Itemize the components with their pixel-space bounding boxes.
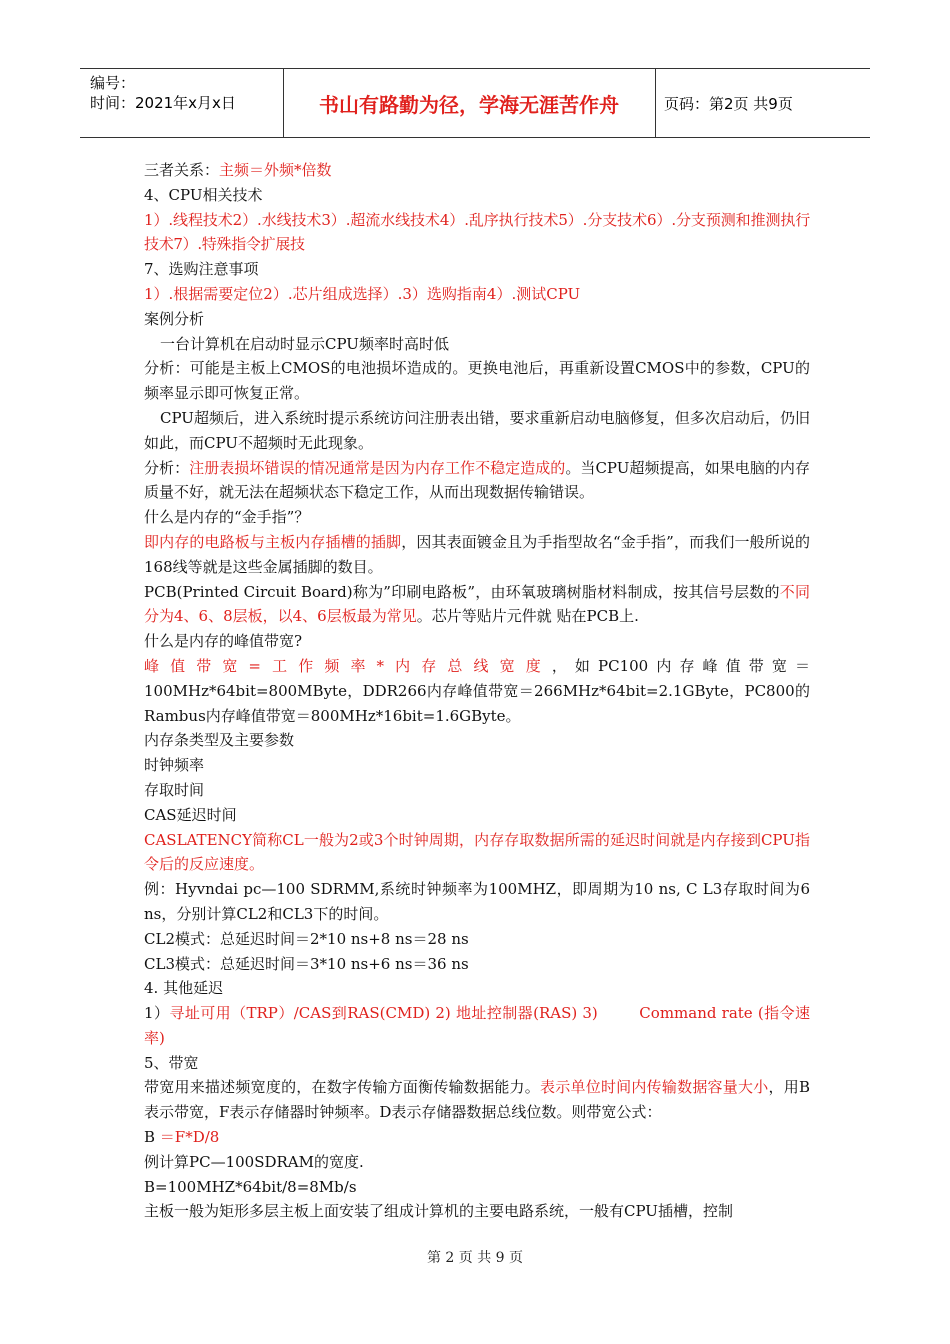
- heading: 7、选购注意事项: [144, 260, 259, 279]
- highlight-paragraph: CASLATENCY简称CL一般为2或3个时钟周期，内存存取数据所需的延迟时间就是内存接到CPU指令后的反应速度。: [144, 830, 810, 874]
- heading: 案例分析: [144, 309, 205, 328]
- header-meta: [90, 73, 280, 113]
- highlight-text: 不同分为4、6、8层板，以4、6层板最为常见: [144, 582, 810, 626]
- paragraph: [144, 1001, 810, 1051]
- list-item: 时钟频率: [144, 756, 205, 775]
- header-page-number: 页码：第2页 共9页: [664, 94, 793, 113]
- paragraph: [144, 456, 810, 506]
- header-number: 编号：: [90, 74, 136, 92]
- paragraph: 例：Hyvndai pc—100 SDRMM,系统时钟频率为100MHZ，即周期为10 ns, C L3存取时间为6 ns，分别计算CL2和CL3下的时间。: [144, 880, 810, 923]
- highlight-text: 寻址可用（TRP）/CAS到RAS(CMD) 2) 地址控制器(RAS) 3) Command rate (指令速率): [144, 1004, 810, 1047]
- text: 1）: [144, 1004, 170, 1023]
- heading: 4、CPU相关技术: [144, 185, 263, 204]
- paragraph: 例计算PC—100SDRAM的宽度.: [144, 1152, 364, 1171]
- highlight-paragraph: 1）.线程技术2）.水线技术3）.超流水线技术4）.乱序执行技术5）.分支技术6）.分支预测和推测执行技术7）.特殊指令扩展技: [144, 210, 810, 254]
- text: ，如PC100内存峰值带宽＝100MHz*64bit=800MByte，DDR266内存峰值带宽＝266MHz*64bit=2.1GByte，PC800的Rambus内存峰值带宽＝800MHz*16bit=1.6GByte。: [144, 656, 810, 725]
- text: 带宽用来描述频宽度的，在数字传输方面衡传输数据能力。: [144, 1078, 541, 1097]
- paragraph: 主板一般为矩形多层主板上面安装了组成计算机的主要电路系统，一般有CPU插槽，控制: [144, 1202, 733, 1221]
- paragraph: [144, 158, 810, 183]
- text: ，因其表面镀金且为手指型故名“金手指”，而我们一般所说的168线等就是这些金属插脚的数目。: [144, 532, 810, 576]
- text: 三者关系：: [144, 161, 220, 179]
- paragraph: [144, 654, 810, 728]
- text: PCB(Printed Circuit Board)称为”印刷电路板”，由环氧玻璃树脂材料制成，按其信号层数的: [144, 582, 780, 601]
- list-item: 存取时间: [144, 780, 205, 799]
- header-date: 时间：2021年x月x日: [90, 94, 236, 112]
- paragraph: CPU超频后，进入系统时提示系统访问注册表出错，要求重新启动电脑修复，但多次启动后，仍旧如此，而CPU不超频时无此现象。: [144, 408, 810, 452]
- highlight-paragraph: 1）.根据需要定位2）.芯片组成选择）.3）选购指南4）.测试CPU: [144, 284, 581, 303]
- list-item: CAS延迟时间: [144, 805, 237, 824]
- text: B: [144, 1128, 160, 1147]
- text: ，用B表示带宽，F表示存储器时钟频率。D表示存储器数据总线位数。则带宽公式：: [144, 1078, 810, 1122]
- paragraph: [144, 580, 810, 630]
- heading: 4. 其他延迟: [144, 979, 224, 998]
- paragraph: 一台计算机在启动时显示CPU频率时高时低: [160, 334, 449, 353]
- header-motto: 书山有路勤为径，学海无涯苦作舟: [319, 92, 619, 117]
- document-body: [144, 158, 810, 1224]
- header-divider: [655, 69, 656, 137]
- formula-line: B=100MHZ*64bit/8=8Mb/s: [144, 1177, 357, 1196]
- page-header: [80, 68, 870, 138]
- paragraph: 分析：可能是主板上CMOS的电池损坏造成的。更换电池后，再重新设置CMOS中的参数，CPU的频率显示即可恢复正常。: [144, 359, 810, 403]
- formula-line: CL2模式：总延迟时间＝2*10 ns+8 ns＝28 ns: [144, 929, 469, 948]
- text: 分析：: [144, 458, 190, 477]
- formula-line: CL3模式：总延迟时间＝3*10 ns+6 ns＝36 ns: [144, 954, 469, 973]
- paragraph: [144, 1075, 810, 1125]
- heading: 什么是内存的峰值带宽?: [144, 632, 303, 651]
- formula-line: [144, 1125, 810, 1150]
- highlight-text: ＝F*D/8: [159, 1128, 220, 1147]
- highlight-text: 峰值带宽=工作频率*内存总线宽度: [144, 656, 552, 675]
- highlight-text: 表示单位时间内传输数据容量大小: [540, 1078, 769, 1097]
- heading: 什么是内存的“金手指”？: [144, 508, 310, 527]
- text: 。当CPU超频提高，如果电脑的内存质量不好，就无法在超频状态下稳定工作，从而出现数据传输错误。: [144, 458, 810, 502]
- highlight-text: 注册表损坏错误的情况通常是因为内存工作不稳定造成的: [189, 458, 566, 477]
- text: 。芯片等贴片元件就 贴在PCB上.: [416, 607, 639, 626]
- highlight-text: 即内存的电路板与主板内存插槽的插脚: [144, 532, 402, 551]
- heading: 内存条类型及主要参数: [144, 731, 295, 750]
- paragraph: [144, 530, 810, 580]
- highlight-text: 主频＝外频*倍数: [219, 161, 332, 179]
- heading: 5、带宽: [144, 1053, 199, 1072]
- page-footer: 第 2 页 共 9 页: [426, 1250, 524, 1266]
